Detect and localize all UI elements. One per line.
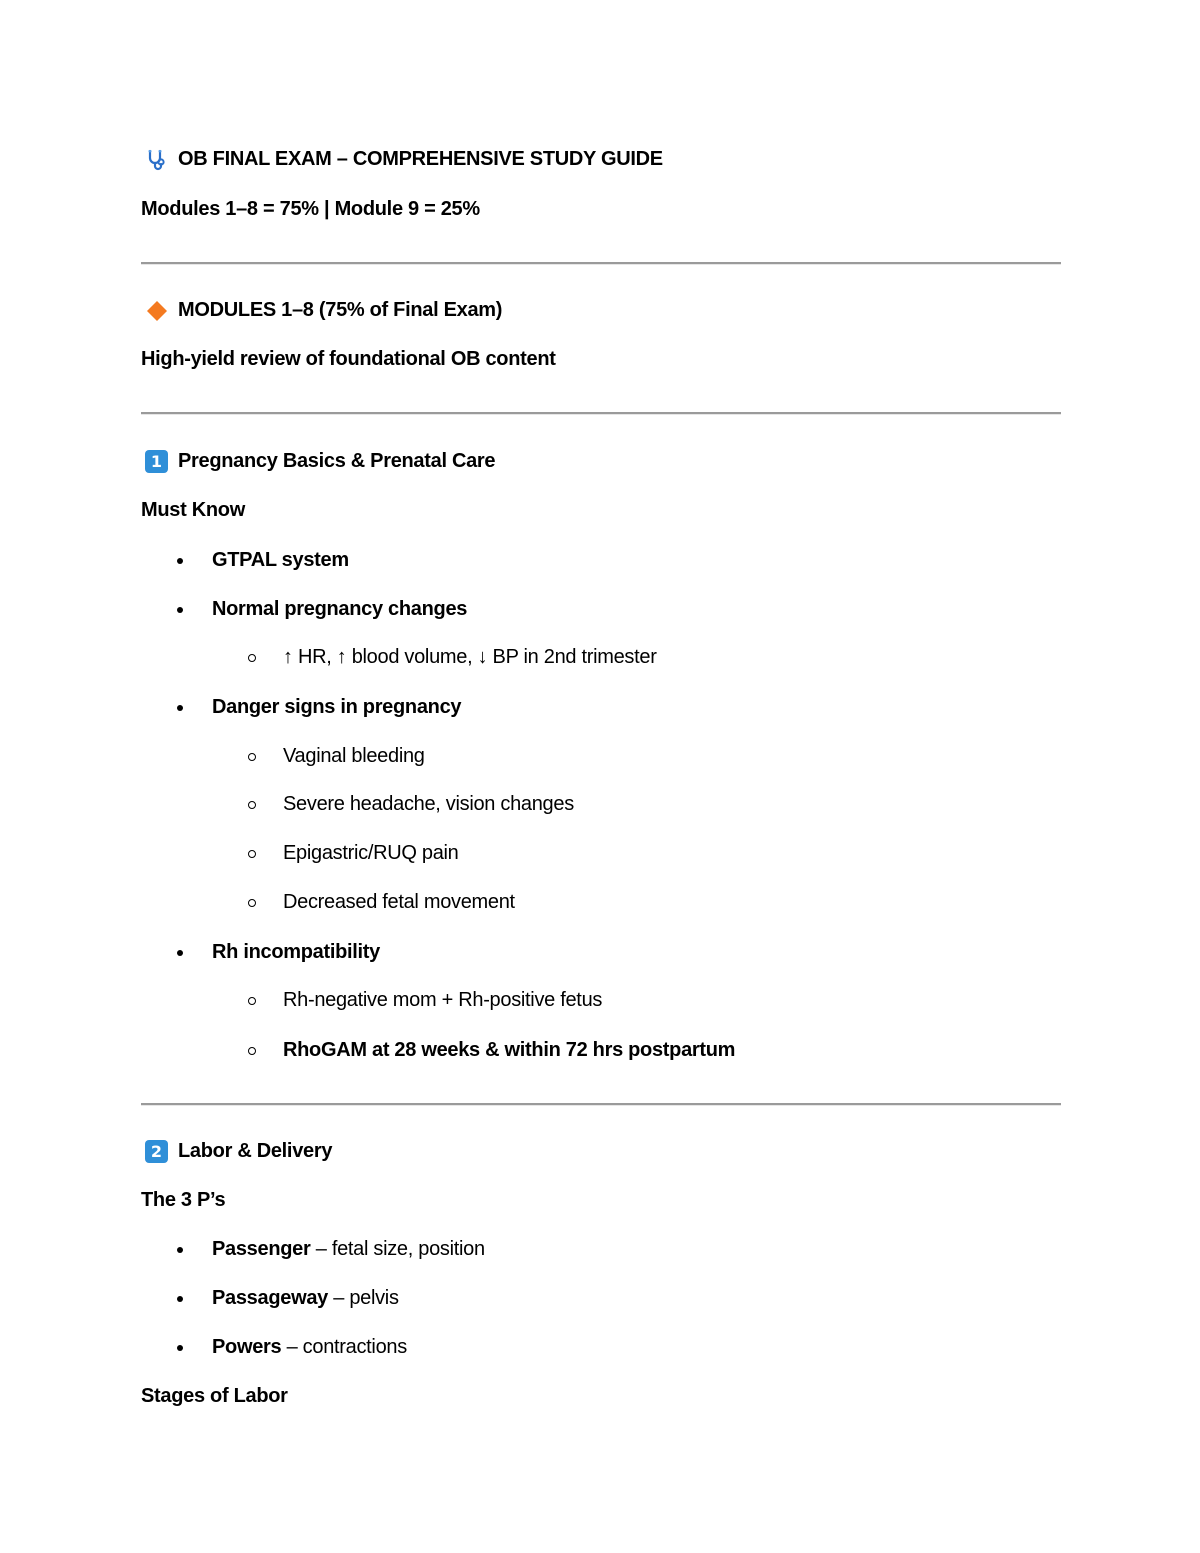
section1-heading-row <box>0 446 1200 476</box>
modules-subtitle-row <box>0 344 1200 374</box>
sub-list-item <box>0 642 1200 672</box>
list-item-desc: – contractions <box>281 1336 407 1358</box>
list-item-label: GTPAL system <box>212 549 349 571</box>
orange-diamond-icon <box>145 299 169 323</box>
sub-list-item-label: RhoGAM at 28 weeks & within 72 hrs postpartum <box>283 1039 736 1061</box>
section2-heading-row <box>0 1136 1200 1166</box>
stethoscope-icon <box>145 148 169 172</box>
bullet-icon <box>177 1247 183 1253</box>
list-item-desc: – fetal size, position <box>310 1238 485 1260</box>
divider <box>141 1103 1061 1106</box>
list-item-text <box>212 1332 407 1362</box>
section2-subheading-row <box>0 1185 1200 1215</box>
document-title: OB FINAL EXAM – COMPREHENSIVE STUDY GUIDE <box>178 148 663 170</box>
list-item-text <box>212 1234 485 1264</box>
sub-list-item-label: Epigastric/RUQ pain <box>283 842 459 864</box>
section1-subheading: Must Know <box>141 499 245 521</box>
bullet-icon <box>177 607 183 613</box>
sub-list-item <box>0 789 1200 819</box>
list-item <box>0 1234 1200 1264</box>
module-weights-row <box>0 194 1200 224</box>
sub-list-item <box>0 887 1200 917</box>
list-item <box>0 692 1200 722</box>
bullet-icon <box>177 1296 183 1302</box>
sub-bullet-icon <box>248 899 256 907</box>
modules-heading: MODULES 1–8 (75% of Final Exam) <box>178 299 503 321</box>
sub-list-item-label: ↑ HR, ↑ blood volume, ↓ BP in 2nd trimester <box>283 646 657 668</box>
list-item <box>0 545 1200 575</box>
document-title-row <box>0 144 1200 174</box>
module-weights: Modules 1–8 = 75% | Module 9 = 25% <box>141 198 480 220</box>
list-item-desc: – pelvis <box>327 1287 399 1309</box>
list-item-text <box>212 1283 399 1313</box>
sub-bullet-icon <box>248 850 256 858</box>
sub-bullet-icon <box>248 801 256 809</box>
list-item-term: Powers <box>212 1336 282 1358</box>
sub-bullet-icon <box>248 1047 256 1055</box>
divider <box>141 412 1061 415</box>
section2-heading: Labor & Delivery <box>178 1140 333 1162</box>
sub-list-item-label: Severe headache, vision changes <box>283 793 574 815</box>
modules-subtitle: High-yield review of foundational OB content <box>141 348 556 370</box>
sub-bullet-icon <box>248 654 256 662</box>
list-item-term: Passenger <box>212 1238 311 1260</box>
sub-list-item-label: Decreased fetal movement <box>283 891 515 913</box>
list-item-label: Rh incompatibility <box>212 941 380 963</box>
keycap-2-icon: 2 <box>145 1140 168 1163</box>
list-item <box>0 937 1200 967</box>
list-item-term: Passageway <box>212 1287 328 1309</box>
list-item-label: Normal pregnancy changes <box>212 598 468 620</box>
bullet-icon <box>177 558 183 564</box>
stages-heading-row <box>0 1381 1200 1411</box>
sub-list-item <box>0 1035 1200 1065</box>
list-item <box>0 1332 1200 1362</box>
bullet-icon <box>177 950 183 956</box>
list-item <box>0 594 1200 624</box>
sub-bullet-icon <box>248 753 256 761</box>
sub-list-item-label: Rh-negative mom + Rh-positive fetus <box>283 989 603 1011</box>
bullet-icon <box>177 1345 183 1351</box>
section2-subheading: The 3 P’s <box>141 1189 226 1211</box>
stages-of-labor-heading: Stages of Labor <box>141 1385 288 1407</box>
sub-list-item <box>0 985 1200 1015</box>
sub-list-item-label: Vaginal bleeding <box>283 745 425 767</box>
sub-bullet-icon <box>248 997 256 1005</box>
list-item <box>0 1283 1200 1313</box>
bullet-icon <box>177 705 183 711</box>
keycap-1-icon: 1 <box>145 450 168 473</box>
section1-heading: Pregnancy Basics & Prenatal Care <box>178 450 496 472</box>
modules-heading-row <box>0 295 1200 325</box>
sub-list-item <box>0 838 1200 868</box>
divider <box>141 262 1061 265</box>
sub-list-item <box>0 741 1200 771</box>
section1-subheading-row <box>0 495 1200 525</box>
list-item-label: Danger signs in pregnancy <box>212 696 462 718</box>
